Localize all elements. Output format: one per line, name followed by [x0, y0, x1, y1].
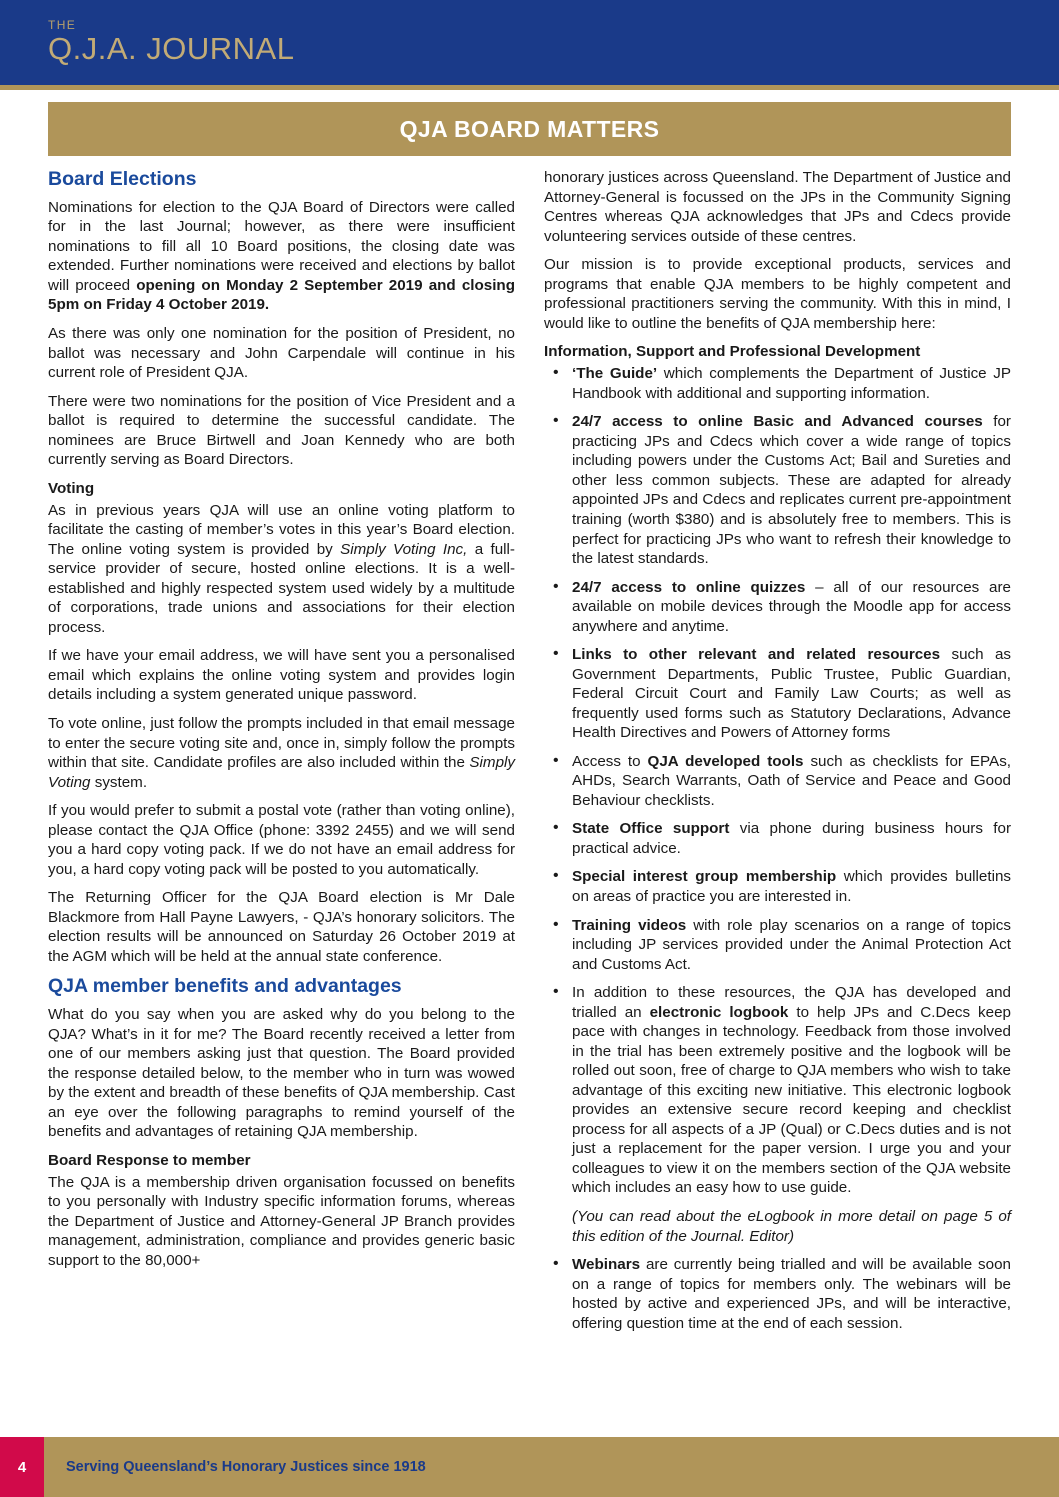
benefit-bold-term: Links to other relevant and related resources	[572, 646, 941, 664]
paragraph-returning-officer: The Returning Officer for the QJA Board election is Mr Dale Blackmore from Hall Payne Lawyers, - QJA’s honorary solicitors. The election results will be announced on Saturday 26 October 2019 at the AGM which will be held at the annual state conference.	[48, 889, 515, 965]
paragraph-president: As there was only one nomination for the position of President, no ballot was necessary and John Carpendale will continue in his current role of President QJA.	[48, 324, 515, 382]
vote-online-text-b: system.	[90, 773, 148, 791]
benefit-body-text: such as Government Departments, Public Trustee, Public Guardian, Federal Circuit Court and Family Law Courts; as well as frequently used forms such as Statutory Declarations, Advance Health Directives and Powers of Attorney forms	[572, 646, 1012, 742]
benefit-list-item	[544, 1255, 1011, 1333]
paragraph-voting-platform	[48, 501, 515, 638]
benefit-list-item	[544, 867, 1011, 906]
benefit-bold-term: 24/7 access to online quizzes	[572, 578, 806, 596]
benefit-list-item	[544, 916, 1011, 975]
benefit-body-text: via phone during business hours for practical advice.	[572, 820, 1011, 857]
paragraph-board-response: The QJA is a membership driven organisation focussed on benefits to you personally with Industry specific information forums, whereas the Department of Justice and Attorney-General JP Branch provides management, administration, compliance and provides generic basic support to the 80,000+	[48, 1173, 515, 1269]
left-column	[48, 168, 515, 1271]
benefit-body-text: such as checklists for EPAs, AHDs, Search Warrants, Oath of Service and Peace and Good Behaviour checklists.	[572, 752, 1012, 809]
paragraph-nominations	[48, 198, 515, 315]
benefit-bold-term: Webinars	[572, 1256, 641, 1274]
voting-platform-text-a: As in previous years QJA will use an online voting platform to facilitate the casting of member’s votes in this year’s Board election. The online voting system is provided by	[48, 501, 515, 558]
benefit-body-text: to help JPs and C.Decs keep pace with changes in technology. Feedback from those involved in the trial has been extremely positive and the logbook will be rolled out soon, free of charge to QJA members who wish to take advantage of this exciting new initiative. This electronic logbook provides an extensive secure record keeping and checklist process for all aspects of a JP (Qual) or C.Decs duties and is not just a replacement for the paper version. I urge you and your colleagues to view it on the members section of the QJA website which includes an easy how to use guide.	[572, 1003, 1011, 1197]
benefit-bold-term: QJA developed tools	[647, 752, 804, 770]
journal-logo	[48, 19, 294, 64]
section-banner	[48, 102, 1011, 156]
footer-tagline: Serving Queensland’s Honorary Justices since 1918	[66, 1459, 426, 1475]
benefit-body-text: for practicing JPs and Cdecs which cover a wide range of topics including powers under the Customs Act; Bail and Sureties and other less common subjects. These are adapted for already appointed JPs and Cdecs and replicates current pre-appointment training (worth $380) and is absolutely free to members. This is perfect for practicing JPs who want to refresh their knowledge to the latest standards.	[572, 413, 1011, 568]
section-banner-wrapper	[0, 90, 1059, 156]
logo-the-text: THE	[48, 18, 77, 32]
benefit-body-text: with role play scenarios on a range of topics including JP services provided under the Animal Protection Act and Customs Act.	[572, 916, 1011, 973]
benefits-bullet-list	[544, 364, 1011, 1333]
heading-voting: Voting	[48, 479, 95, 497]
benefit-body-text: are currently being trialled and will be available soon on a range of topics for members only. The webinars will be hosted by active and experienced JPs, and will be interactive, offering question time at the end of each session.	[572, 1256, 1011, 1332]
benefit-list-item	[544, 364, 1011, 403]
benefit-body-text: which provides bulletins on areas of practice you are interested in.	[572, 868, 1011, 905]
benefit-body-text: which complements the Department of Justice JP Handbook with additional and supporting information.	[572, 365, 1011, 402]
masthead	[0, 0, 1059, 85]
benefit-body-text: – all of our resources are available on mobile devices through the Moodle app for access anywhere and anytime.	[572, 578, 1011, 635]
benefit-bold-term: State Office support	[572, 820, 730, 838]
article-columns	[0, 156, 1059, 1342]
page-number-box	[0, 1437, 44, 1497]
benefit-bold-term: Training videos	[572, 916, 687, 934]
benefit-list-item	[544, 983, 1011, 1246]
benefit-bold-term: 24/7 access to online Basic and Advanced courses	[572, 413, 983, 431]
paragraph-honorary-justices: honorary justices across Queensland. The Department of Justice and Attorney-General is focussed on the JPs in the Community Signing Centres whereas QJA acknowledges that JPs and Cdecs provide volunteering services outside of these centres.	[544, 169, 1011, 245]
heading-board-response: Board Response to member	[48, 1151, 251, 1169]
page-number: 4	[17, 1458, 27, 1476]
simply-voting-inc-italic: Simply Voting Inc,	[340, 540, 468, 558]
benefit-lead-text: In addition to these resources, the QJA has developed and trialled an	[572, 984, 1011, 1021]
heading-information-support: Information, Support and Professional Development	[544, 343, 921, 361]
nominations-dates-bold: opening on Monday 2 September 2019 and closing 5pm on Friday 4 October 2019.	[48, 276, 515, 314]
benefit-bold-term: ‘The Guide’	[572, 365, 658, 383]
benefit-lead-text: Access to	[572, 752, 648, 770]
vote-online-text-a: To vote online, just follow the prompts included in that email message to enter the secure voting site and, once in, simply follow the prompts within that site. Candidate profiles are also included within the	[48, 715, 515, 772]
voting-platform-text-b: a full-service provider of secure, hosted online elections. It is a well-established and highly respected system used widely by a multitude of corporations, trade unions and associations for their election process.	[48, 540, 515, 636]
benefit-list-item	[544, 752, 1011, 811]
page-footer	[0, 1437, 1059, 1497]
editor-note: (You can read about the eLogbook in more detail on page 5 of this edition of the Journal. Editor)	[572, 1207, 1011, 1245]
benefit-bold-term: Special interest group membership	[572, 868, 837, 886]
nominations-text: Nominations for election to the QJA Board of Directors were called for in the last Journal; however, as there were insufficient nominations to fill all 10 Board positions, the closing date was extended. Further nominations were received and elections by ballot will proceed	[48, 198, 515, 294]
paragraph-postal-vote: If you would prefer to submit a postal vote (rather than voting online), please contact the QJA Office (phone: 3392 2455) and we will send you a hard copy voting pack. If we do not have an email address for you, a hard copy voting pack will be posted to you automatically.	[48, 802, 515, 878]
benefit-list-item	[544, 819, 1011, 858]
benefit-list-item	[544, 578, 1011, 637]
paragraph-personalised-email: If we have your email address, we will have sent you a personalised email which explains the online voting system and provides login details including a system generated unique password.	[48, 647, 515, 704]
benefit-bold-term: electronic logbook	[649, 1003, 789, 1021]
right-column	[544, 168, 1011, 1342]
section-banner-title: QJA BOARD MATTERS	[399, 115, 660, 142]
heading-board-elections: Board Elections	[48, 168, 197, 190]
logo-title-text: Q.J.A. JOURNAL	[48, 31, 295, 66]
paragraph-what-do-you-say: What do you say when you are asked why do you belong to the QJA? What’s in it for me? The Board recently received a letter from one of our members asking just that question. The Board provided the response detailed below, to the member who in turn was wowed by the extent and breadth of these benefits of QJA membership. Cast an eye over the following paragraphs to remind yourself of the benefits and advantages of retaining QJA membership.	[48, 1006, 515, 1141]
simply-voting-italic: Simply Voting	[48, 754, 515, 791]
paragraph-vice-president: There were two nominations for the position of Vice President and a ballot is required to determine the successful candidate. The nominees are Bruce Birtwell and Joan Kennedy who are both currently serving as Board Directors.	[48, 392, 515, 469]
heading-member-benefits: QJA member benefits and advantages	[48, 975, 402, 998]
paragraph-mission: Our mission is to provide exceptional products, services and programs that enable QJA members to be highly competent and professional practitioners serving the community. With this in mind, I would like to outline the benefits of QJA membership here:	[544, 256, 1011, 332]
benefit-list-item	[544, 412, 1011, 568]
benefit-list-item	[544, 645, 1011, 743]
paragraph-vote-online	[48, 714, 515, 792]
